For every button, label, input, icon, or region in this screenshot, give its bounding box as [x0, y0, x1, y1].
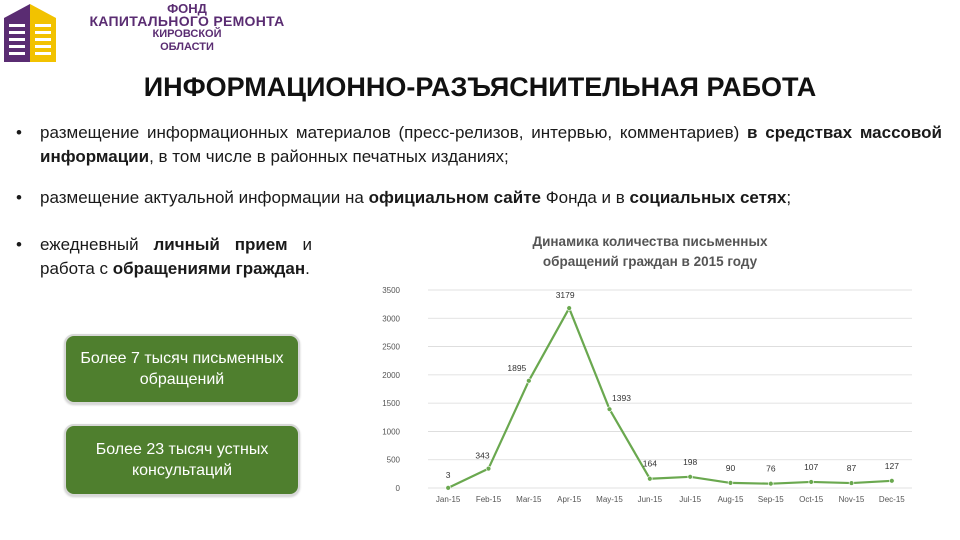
- x-tick-label: Dec-15: [878, 495, 905, 504]
- x-tick-label: Jan-15: [435, 495, 461, 504]
- y-tick-label: 2000: [382, 370, 400, 380]
- data-point: [688, 474, 693, 479]
- bullet-website: • размещение актуальной информации на официальном сайте Фонда и в социальных сетях;: [40, 186, 942, 210]
- data-label: 1895: [507, 362, 527, 373]
- data-label: 1393: [612, 393, 631, 404]
- logo: [0, 0, 300, 64]
- data-point: [889, 478, 894, 483]
- y-tick-label: 500: [386, 455, 400, 465]
- x-tick-label: Oct-15: [799, 495, 824, 504]
- logo-line-region: ОБЛАСТИ: [160, 41, 214, 53]
- data-label: 76: [766, 463, 776, 474]
- logo-line-fund: ФОНД: [167, 1, 207, 16]
- x-tick-label: Mar-15: [516, 495, 542, 504]
- data-label: 198: [683, 456, 698, 467]
- data-label: 127: [884, 460, 899, 471]
- x-tick-label: Aug-15: [717, 495, 744, 504]
- chart-title: Динамика количества письменных обращений граждан в 2015 году: [532, 234, 768, 269]
- bullet-personal-reception: • ежедневный личный прием и работа с обращениями граждан.: [16, 235, 312, 278]
- logo-line-kirov: КИРОВСКОЙ: [152, 28, 222, 40]
- data-point: [607, 407, 612, 412]
- data-label: 107: [804, 461, 819, 472]
- data-point: [728, 481, 733, 486]
- data-point: [809, 480, 814, 485]
- data-point: [849, 481, 854, 486]
- bullet-marker: •: [16, 188, 22, 207]
- y-tick-label: 1500: [382, 399, 400, 409]
- x-tick-label: Feb-15: [475, 495, 502, 504]
- bullet-marker: •: [16, 123, 22, 142]
- page-title: ИНФОРМАЦИОННО-РАЗЪЯСНИТЕЛЬНАЯ РАБОТА: [143, 72, 817, 102]
- data-point: [768, 481, 773, 486]
- y-tick-label: 2500: [382, 342, 400, 352]
- x-tick-label: May-15: [596, 495, 623, 504]
- oral-consultations-box: Более 23 тысяч устных консультаций: [64, 424, 300, 496]
- data-label: 87: [846, 463, 857, 474]
- data-point: [567, 306, 572, 311]
- y-tick-label: 3000: [382, 314, 400, 324]
- data-label: 343: [475, 450, 490, 461]
- x-tick-label: Jul-15: [679, 495, 702, 504]
- x-tick-label: Sep-15: [757, 495, 784, 504]
- bullet-marker: •: [16, 235, 22, 254]
- series-line: [445, 308, 892, 488]
- x-tick-label: Jun-15: [637, 495, 663, 504]
- x-tick-label: Nov-15: [838, 495, 865, 504]
- data-point: [526, 378, 531, 383]
- x-tick-label: Apr-15: [557, 495, 582, 504]
- building-logo-icon: [0, 0, 72, 64]
- data-point: [446, 485, 451, 490]
- written-appeals-box: Более 7 тысяч письменных обращений: [64, 334, 300, 404]
- data-point: [486, 466, 491, 471]
- logo-line-capital-repair: КАПИТАЛЬНОГО РЕМОНТА: [89, 13, 285, 29]
- y-tick-label: 1000: [382, 427, 400, 437]
- data-label: 90: [725, 462, 736, 473]
- bullet-media: • размещение информационных материалов (пресс-релизов, интервью, комментариев) в средствах массовой информации, в том числе в районных печатных изданиях;: [16, 123, 942, 166]
- data-label: 3179: [555, 290, 575, 301]
- y-tick-label: 3500: [382, 286, 400, 295]
- data-label: 3: [445, 469, 451, 480]
- appeals-line-chart: [360, 270, 920, 510]
- y-tick-label: 0: [395, 484, 400, 493]
- data-label: 164: [642, 458, 657, 469]
- data-point: [647, 476, 652, 481]
